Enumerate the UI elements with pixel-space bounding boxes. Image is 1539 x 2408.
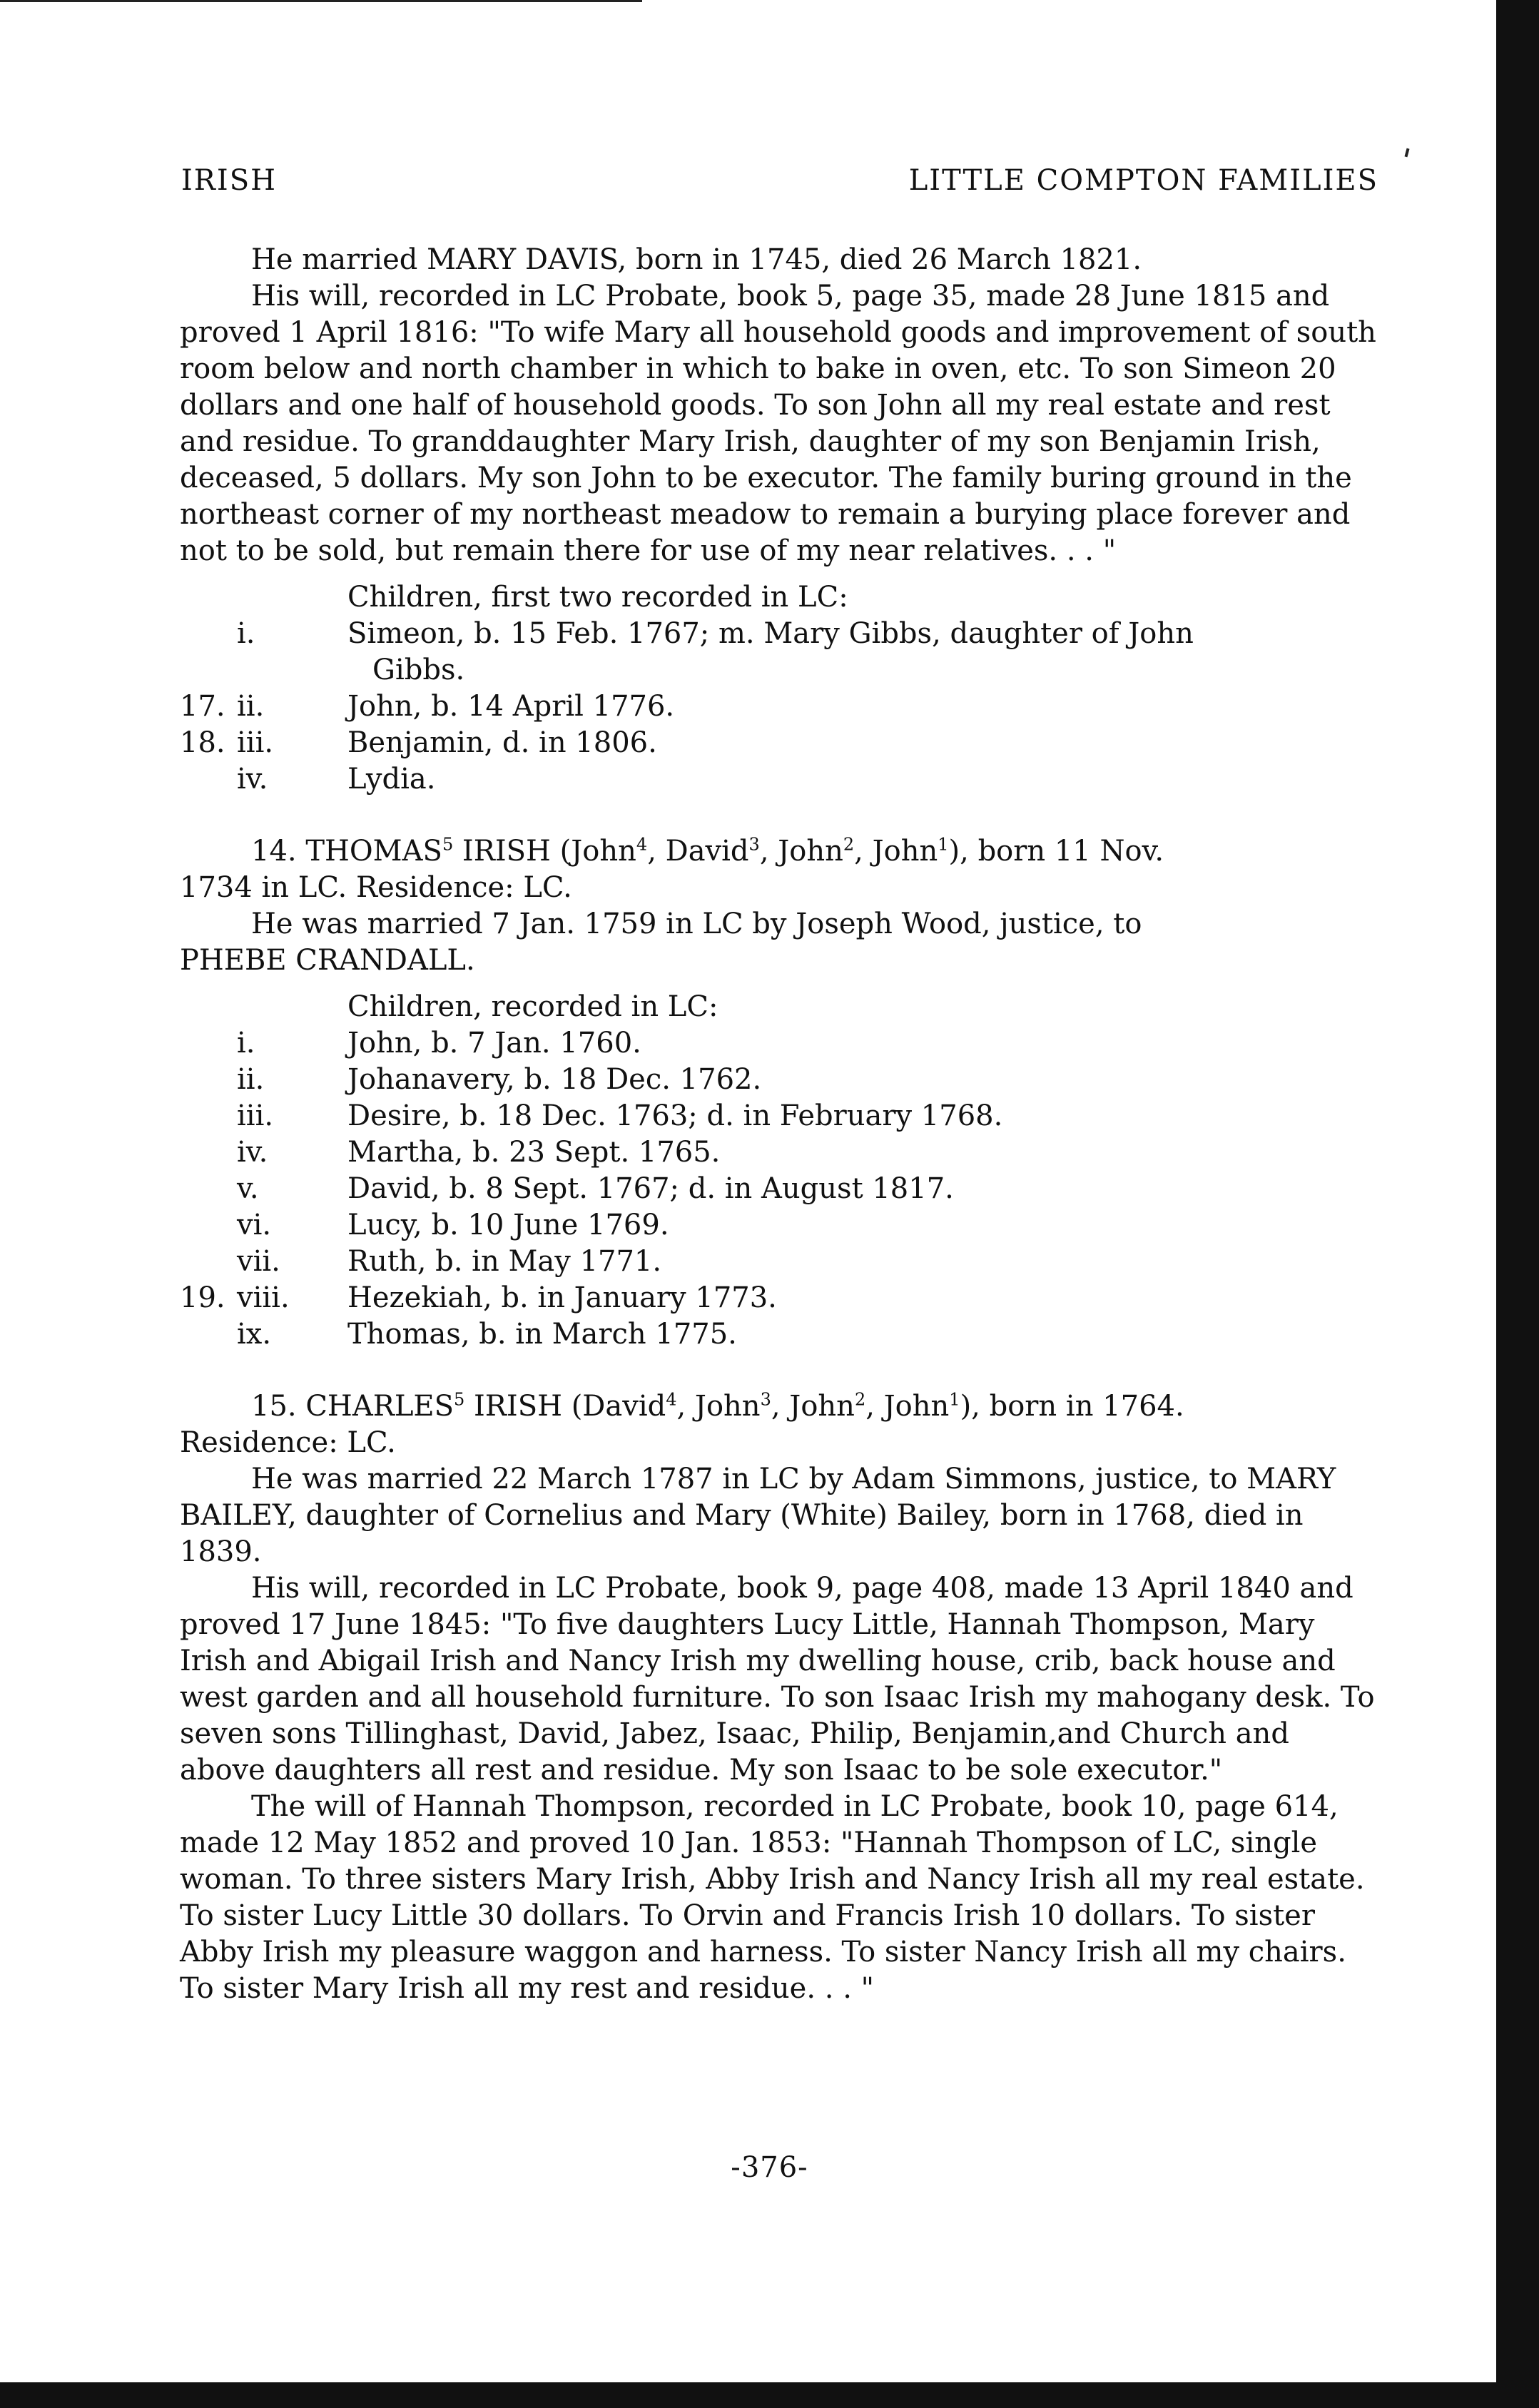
charles-marriage: He was married 22 March 1787 in LC by Adam Simmons, justice, to MARY BAILEY, daughter of Cornelius and Mary (White) Bailey, born in 1768, died in 1839. (180, 1463, 1336, 1568)
children-list-1 (180, 616, 1378, 798)
child-numeral: ii. (237, 690, 265, 723)
child-numeral: i. (237, 1027, 255, 1060)
thomas-marriage: He was married 7 Jan. 1759 in LC by Joseph Wood, justice, to (251, 908, 1142, 940)
child-numeral: ix. (237, 1318, 272, 1351)
thomas-marriage-cont: PHEBE CRANDALL. (180, 944, 475, 977)
marriage-line: He married MARY DAVIS, born in 1745, died 26 March 1821. (251, 243, 1142, 276)
child-numeral: viii. (237, 1281, 290, 1314)
child-entry (180, 1062, 1378, 1098)
child-numeral: iii. (237, 726, 274, 759)
hannah-will: The will of Hannah Thompson, recorded in LC Probate, book 10, page 614, made 12 May 1852 and proved 10 Jan. 1853: "Hannah Thompson of LC, single woman. To three sisters Mary Irish, Abby Irish and Nancy Irish all my real estate. To sister Lucy Little 30 dollars. To Orvin and Francis Irish 10 dollars. To sister Abby Irish my pleasure waggon and harness. To sister Nancy Irish all my chairs. To sister Mary Irish all my rest and residue. . . " (180, 1790, 1365, 2005)
child-entry (180, 1244, 1378, 1280)
child-text: Lucy, b. 10 June 1769. (347, 1209, 669, 1241)
page-number: -376- (731, 2151, 808, 2184)
charles-residence: Residence: LC. (180, 1426, 396, 1459)
child-text: Martha, b. 23 Sept. 1765. (347, 1136, 721, 1169)
child-numeral: ii. (237, 1063, 265, 1096)
child-text: Desire, b. 18 Dec. 1763; d. in February 1768. (347, 1099, 1003, 1132)
header-left: IRISH (181, 164, 278, 197)
child-entry (180, 1280, 1378, 1316)
generation-number: 19. (180, 1281, 225, 1314)
page-body (180, 163, 1378, 2007)
child-text: Ruth, b. in May 1771. (347, 1245, 662, 1278)
child-text: Lydia. (347, 763, 436, 796)
running-header (180, 163, 1378, 199)
child-text: Thomas, b. in March 1775. (347, 1318, 737, 1351)
child-numeral: iv. (237, 763, 268, 796)
child-text: Johanavery, b. 18 Dec. 1762. (347, 1063, 762, 1096)
generation-number: 18. (180, 726, 225, 759)
child-text: David, b. 8 Sept. 1767; d. in August 1817. (347, 1172, 954, 1205)
child-text: John, b. 14 April 1776. (347, 690, 675, 723)
child-entry (180, 725, 1378, 761)
child-numeral: vii. (237, 1245, 280, 1278)
child-numeral: iv. (237, 1136, 268, 1169)
children-list-2 (180, 1025, 1378, 1353)
child-numeral: iii. (237, 1099, 274, 1132)
children-heading-2: Children, recorded in LC: (347, 990, 718, 1023)
child-text: Hezekiah, b. in January 1773. (347, 1281, 777, 1314)
generation-number: 17. (180, 690, 225, 723)
charles-intro: 15. CHARLES$^5$ IRISH (David$^4$, John$^3$, John$^2$, John$^1$), born in 1764. (251, 1389, 1184, 1423)
child-text: Simeon, b. 15 Feb. 1767; m. Mary Gibbs, daughter of John (347, 617, 1194, 650)
child-numeral: v. (237, 1172, 259, 1205)
child-text-continuation: Gibbs. (372, 654, 465, 686)
thomas-intro: 14. THOMAS$^5$ IRISH (John$^4$, David$^3$, John$^2$, John$^1$), born 11 Nov. (251, 834, 1164, 868)
children-heading: Children, first two recorded in LC: (347, 581, 848, 614)
scan-right-edge (1496, 0, 1539, 2408)
child-entry (180, 616, 1378, 652)
will-paragraph: His will, recorded in LC Probate, book 5, page 35, made 28 June 1815 and proved 1 April 1816: "To wife Mary all household goods and improvement of south room below and north chamber in which to bake in oven, etc. To son Simeon 20 dollars and one half of household goods. To son John all my real estate and rest and residue. To granddaughter Mary Irish, daughter of my son Benjamin Irish, deceased, 5 dollars. My son John to be executor. The family buring ground in the northeast corner of my northeast meadow to remain a burying place forever and not to be sold, but remain there for use of my near relatives. . . " (180, 280, 1376, 567)
child-entry (180, 1098, 1378, 1134)
section-gap (180, 798, 1378, 833)
child-text: John, b. 7 Jan. 1760. (347, 1027, 641, 1060)
section-gap-2 (180, 1353, 1378, 1388)
child-entry (180, 1025, 1378, 1062)
child-entry (180, 1134, 1378, 1171)
child-numeral: vi. (237, 1209, 272, 1241)
child-entry (180, 761, 1378, 798)
child-text: Benjamin, d. in 1806. (347, 726, 657, 759)
header-right: LITTLE COMPTON FAMILIES (908, 164, 1378, 197)
child-entry (180, 1207, 1378, 1244)
child-numeral: i. (237, 617, 255, 650)
scan-bottom-edge (0, 2382, 1539, 2408)
thomas-residence: 1734 in LC. Residence: LC. (180, 871, 572, 904)
child-entry (180, 1316, 1378, 1353)
charles-will: His will, recorded in LC Probate, book 9, page 408, made 13 April 1840 and proved 17 June 1845: "To five daughters Lucy Little, Hannah Thompson, Mary Irish and Abigail Irish and Nancy Irish my dwelling house, crib, back house and west garden and all household furniture. To son Isaac Irish my mahogany desk. To seven sons Tillinghast, David, Jabez, Isaac, Philip, Benjamin,and Church and above daughters all rest and residue. My son Isaac to be sole executor." (180, 1572, 1375, 1787)
child-entry (180, 689, 1378, 725)
scan-top-line (0, 0, 642, 2)
child-entry (180, 1171, 1378, 1207)
